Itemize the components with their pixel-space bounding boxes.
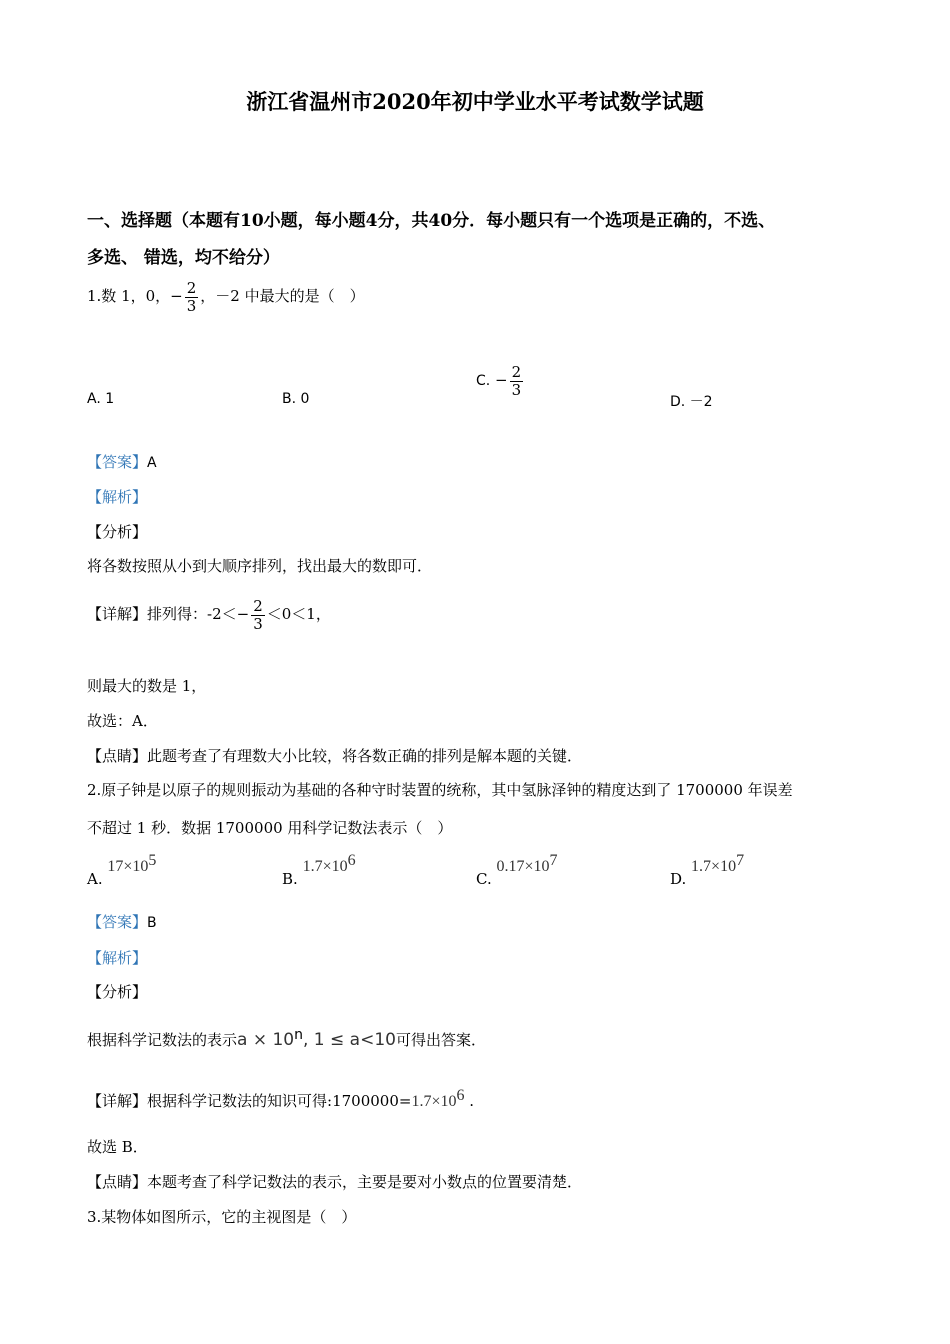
dianjing-label: 【点睛】 xyxy=(87,1173,148,1191)
formula: , 1 ≤ a<10 xyxy=(303,1030,396,1050)
option-value: 1.7×10 xyxy=(691,858,737,875)
q1-answer xyxy=(87,451,157,472)
page-title: 浙江省温州市2020年初中学业水平考试数学试题 xyxy=(246,89,704,114)
fenxi-text: 根据科学记数法的表示 xyxy=(87,1031,238,1049)
exponent: n xyxy=(294,1027,303,1043)
detail-text: ＜0＜1， xyxy=(266,605,331,623)
dianjing-text: 本题考查了科学记数法的表示，主要是要对小数点的位置要清楚． xyxy=(147,1173,583,1191)
answer-label: 【答案】 xyxy=(87,913,148,931)
exponent: 6 xyxy=(456,1087,465,1104)
q1-option-c xyxy=(476,364,525,398)
answer-value: B xyxy=(147,915,157,931)
q1-line1: 则最大的数是 1， xyxy=(87,677,207,695)
answer-value: A xyxy=(147,455,157,471)
q2-option-b xyxy=(282,852,356,888)
q2-stem-2: 不超过 1 秒．数据 1700000 用科学记数法表示（ ） xyxy=(87,819,453,837)
exponent: 5 xyxy=(148,852,157,869)
option-label: C. xyxy=(476,373,491,389)
q2-dianjing xyxy=(87,1171,582,1192)
denominator: 3 xyxy=(186,296,197,315)
q1-option-d: D. －2 xyxy=(670,394,713,410)
fenxi-text: 可得出答案． xyxy=(395,1031,486,1049)
denominator: 3 xyxy=(253,614,263,633)
exponent: 7 xyxy=(736,852,745,869)
exponent: 6 xyxy=(347,852,356,869)
q1-detail xyxy=(87,598,331,632)
numerator: 2 xyxy=(511,363,522,381)
fenxi-label: 【分析】 xyxy=(87,523,148,541)
formula: a × 10 xyxy=(237,1030,295,1050)
numerator: 2 xyxy=(186,279,197,297)
q2-detail xyxy=(87,1087,474,1111)
q2-choose: 故选 B． xyxy=(87,1138,148,1156)
answer-label: 【答案】 xyxy=(87,453,148,471)
option-label: A. xyxy=(87,870,103,888)
formula: 1.7×10 xyxy=(411,1093,457,1110)
detail-label: 【详解】 xyxy=(87,605,148,623)
detail-text: . xyxy=(464,1092,475,1110)
q1-suffix: ，－2 中最大的是（ ） xyxy=(200,287,365,305)
fraction xyxy=(251,598,265,632)
detail-text: 根据科学记数法的知识可得:1700000= xyxy=(147,1092,412,1110)
jiexi-label: 【解析】 xyxy=(87,488,148,506)
detail-text: 排列得：-2＜ xyxy=(147,605,237,623)
q1-dianjing xyxy=(87,745,582,766)
option-value: 1.7×10 xyxy=(302,858,348,875)
q1-prefix: 1.数 1，0， xyxy=(87,287,171,305)
q3-stem: 3.某物体如图所示，它的主视图是（ ） xyxy=(87,1208,357,1226)
option-value: 17×10 xyxy=(107,858,149,875)
q1-line2: 故选：A． xyxy=(87,712,158,730)
dianjing-label: 【点睛】 xyxy=(87,747,148,765)
section-heading-cont: 多选、 错选，均不给分） xyxy=(87,248,280,268)
q2-stem-1: 2.原子钟是以原子的规则振动为基础的各种守时装置的统称，其中氢脉泽钟的精度达到了 1700000 年误差 xyxy=(87,781,793,799)
q2-answer xyxy=(87,911,157,932)
option-label: D. xyxy=(670,870,687,888)
minus-sign: − xyxy=(236,605,250,623)
q1-option-b: B. 0 xyxy=(282,391,310,407)
option-value: 0.17×10 xyxy=(496,858,550,875)
q1-option-a: A. 1 xyxy=(87,391,115,407)
dianjing-text: 此题考查了有理数大小比较，将各数正确的排列是解本题的关键． xyxy=(147,747,583,765)
option-label: B. xyxy=(282,870,298,888)
numerator: 2 xyxy=(253,597,263,615)
fraction xyxy=(510,364,524,398)
q1-stem xyxy=(87,280,365,314)
detail-label: 【详解】 xyxy=(87,1092,148,1110)
minus-sign: − xyxy=(495,371,508,389)
denominator: 3 xyxy=(511,380,522,399)
q1-fenxi: 将各数按照从小到大顺序排列，找出最大的数即可． xyxy=(87,557,433,575)
section-heading: 一、选择题（本题有10小题，每小题4分，共40分．每小题只有一个选项是正确的，不选、 xyxy=(87,211,776,231)
minus-sign: − xyxy=(170,287,183,305)
q2-option-c xyxy=(476,852,558,888)
q2-option-d xyxy=(670,852,745,888)
fraction xyxy=(185,280,199,314)
exponent: 7 xyxy=(549,852,558,869)
jiexi-label: 【解析】 xyxy=(87,949,148,967)
option-label: C. xyxy=(476,870,492,888)
fenxi-label: 【分析】 xyxy=(87,983,148,1001)
q2-option-a xyxy=(87,852,157,888)
q2-fenxi xyxy=(87,1027,486,1050)
